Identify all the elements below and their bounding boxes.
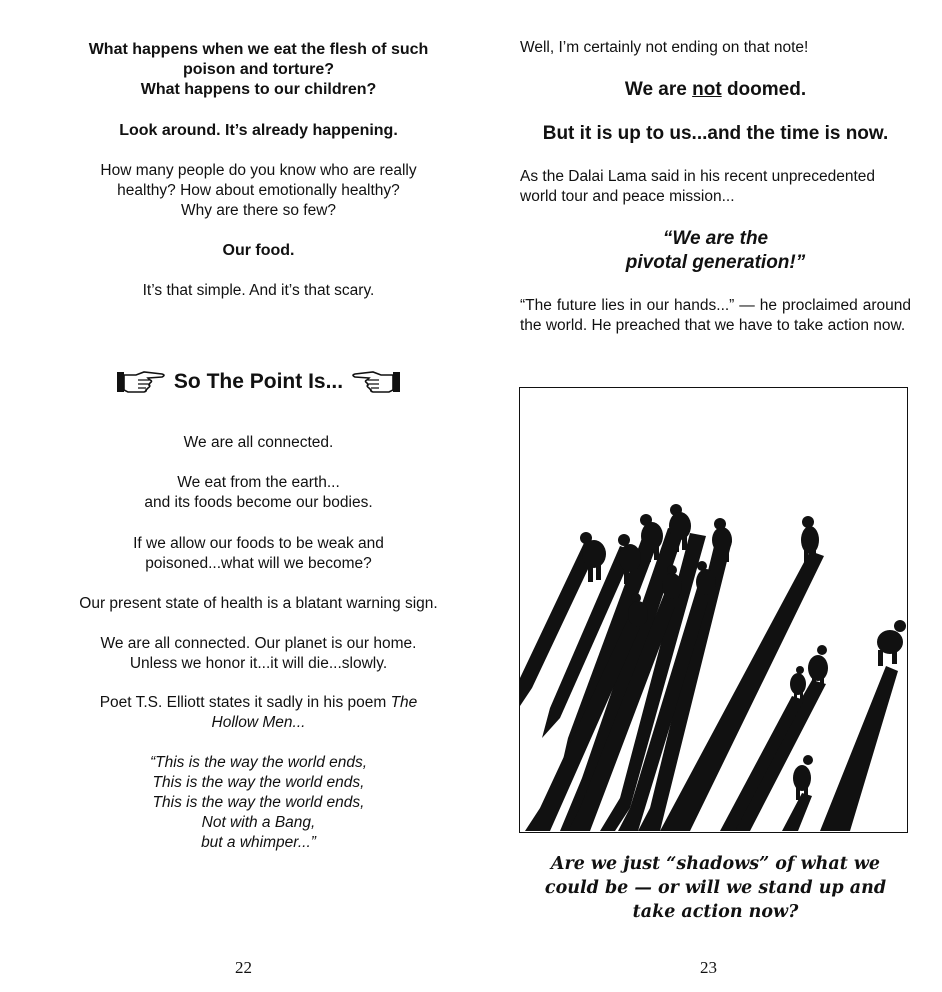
future-paragraph: “The future lies in our hands...” — he proclaimed around the world. He preached that we have to take action now. xyxy=(520,297,911,334)
poem-title: The xyxy=(390,694,418,711)
earth-paragraph xyxy=(40,473,477,513)
question-line: poison and torture? xyxy=(182,61,335,78)
poem-line: Not with a Bang, xyxy=(201,814,316,831)
caption-line: take action now? xyxy=(632,902,799,922)
pointing-hand-left-icon xyxy=(349,369,401,395)
dalai-paragraph xyxy=(520,167,911,207)
heading-emphasis: not xyxy=(692,79,722,100)
caption-line: Are we just “shadows” of what we xyxy=(550,854,881,874)
poem-line: This is the way the world ends, xyxy=(152,794,365,811)
question-block xyxy=(40,40,477,100)
connected-text: We are all connected. xyxy=(183,434,334,451)
poem-title: Hollow Men... xyxy=(211,714,306,731)
planet-paragraph xyxy=(40,634,477,674)
heading-part: doomed. xyxy=(721,79,807,100)
text-line: As the Dalai Lama said in his recent unprecedented xyxy=(520,168,875,185)
healthy-paragraph xyxy=(40,161,477,221)
shadows-illustration xyxy=(519,387,908,833)
pivotal-quote xyxy=(520,227,911,275)
pointing-hand-right-icon xyxy=(116,369,168,395)
text-line: poisoned...what will we become? xyxy=(145,555,372,572)
allow-paragraph xyxy=(40,534,477,574)
look-around-text: Look around. It’s already happening. xyxy=(119,122,398,139)
poem-line: This is the way the world ends, xyxy=(152,774,365,791)
walking-people-shadows-image xyxy=(520,388,906,831)
text-line: healthy? How about emotionally healthy? xyxy=(117,182,400,199)
not-doomed-heading xyxy=(520,78,911,102)
simple-text: It’s that simple. And it’s that scary. xyxy=(142,282,375,299)
text-line: Unless we honor it...it will die...slowly. xyxy=(129,655,388,672)
page-number: 23 xyxy=(700,958,717,977)
well-text: Well, I’m certainly not ending on that note! xyxy=(520,39,809,56)
text-line: We eat from the earth... xyxy=(177,474,340,491)
poem-line: “This is the way the world ends, xyxy=(149,754,368,771)
present-text: Our present state of health is a blatant warning sign. xyxy=(79,595,438,612)
text-line: We are all connected. Our planet is our home. xyxy=(100,635,417,652)
question-line: What happens when we eat the flesh of such xyxy=(88,41,429,58)
quote-line: “We are the xyxy=(662,228,769,249)
point-heading xyxy=(40,368,477,396)
page-number: 22 xyxy=(235,958,252,977)
question-line: What happens to our children? xyxy=(140,81,377,98)
text-line: How many people do you know who are really xyxy=(100,162,417,179)
our-food-text: Our food. xyxy=(222,242,295,259)
right-page xyxy=(485,0,942,992)
heading-part: We are xyxy=(624,79,693,100)
text-line: world tour and peace mission... xyxy=(520,188,735,205)
up-to-us-heading: But it is up to us...and the time is now. xyxy=(542,123,889,144)
text-line: If we allow our foods to be weak and xyxy=(133,535,384,552)
poem-line: but a whimper...” xyxy=(201,834,316,851)
text-line: and its foods become our bodies. xyxy=(144,494,373,511)
quote-line: pivotal generation!” xyxy=(625,252,806,273)
illustration-caption xyxy=(520,852,911,924)
poet-paragraph xyxy=(40,693,477,733)
text-line: Why are there so few? xyxy=(180,202,337,219)
poem-quote xyxy=(40,753,477,853)
point-heading-label: So The Point Is... xyxy=(173,370,344,393)
text-line: Poet T.S. Elliott states it sadly in his poem xyxy=(99,694,391,711)
caption-line: could be — or will we stand up and xyxy=(544,878,887,898)
